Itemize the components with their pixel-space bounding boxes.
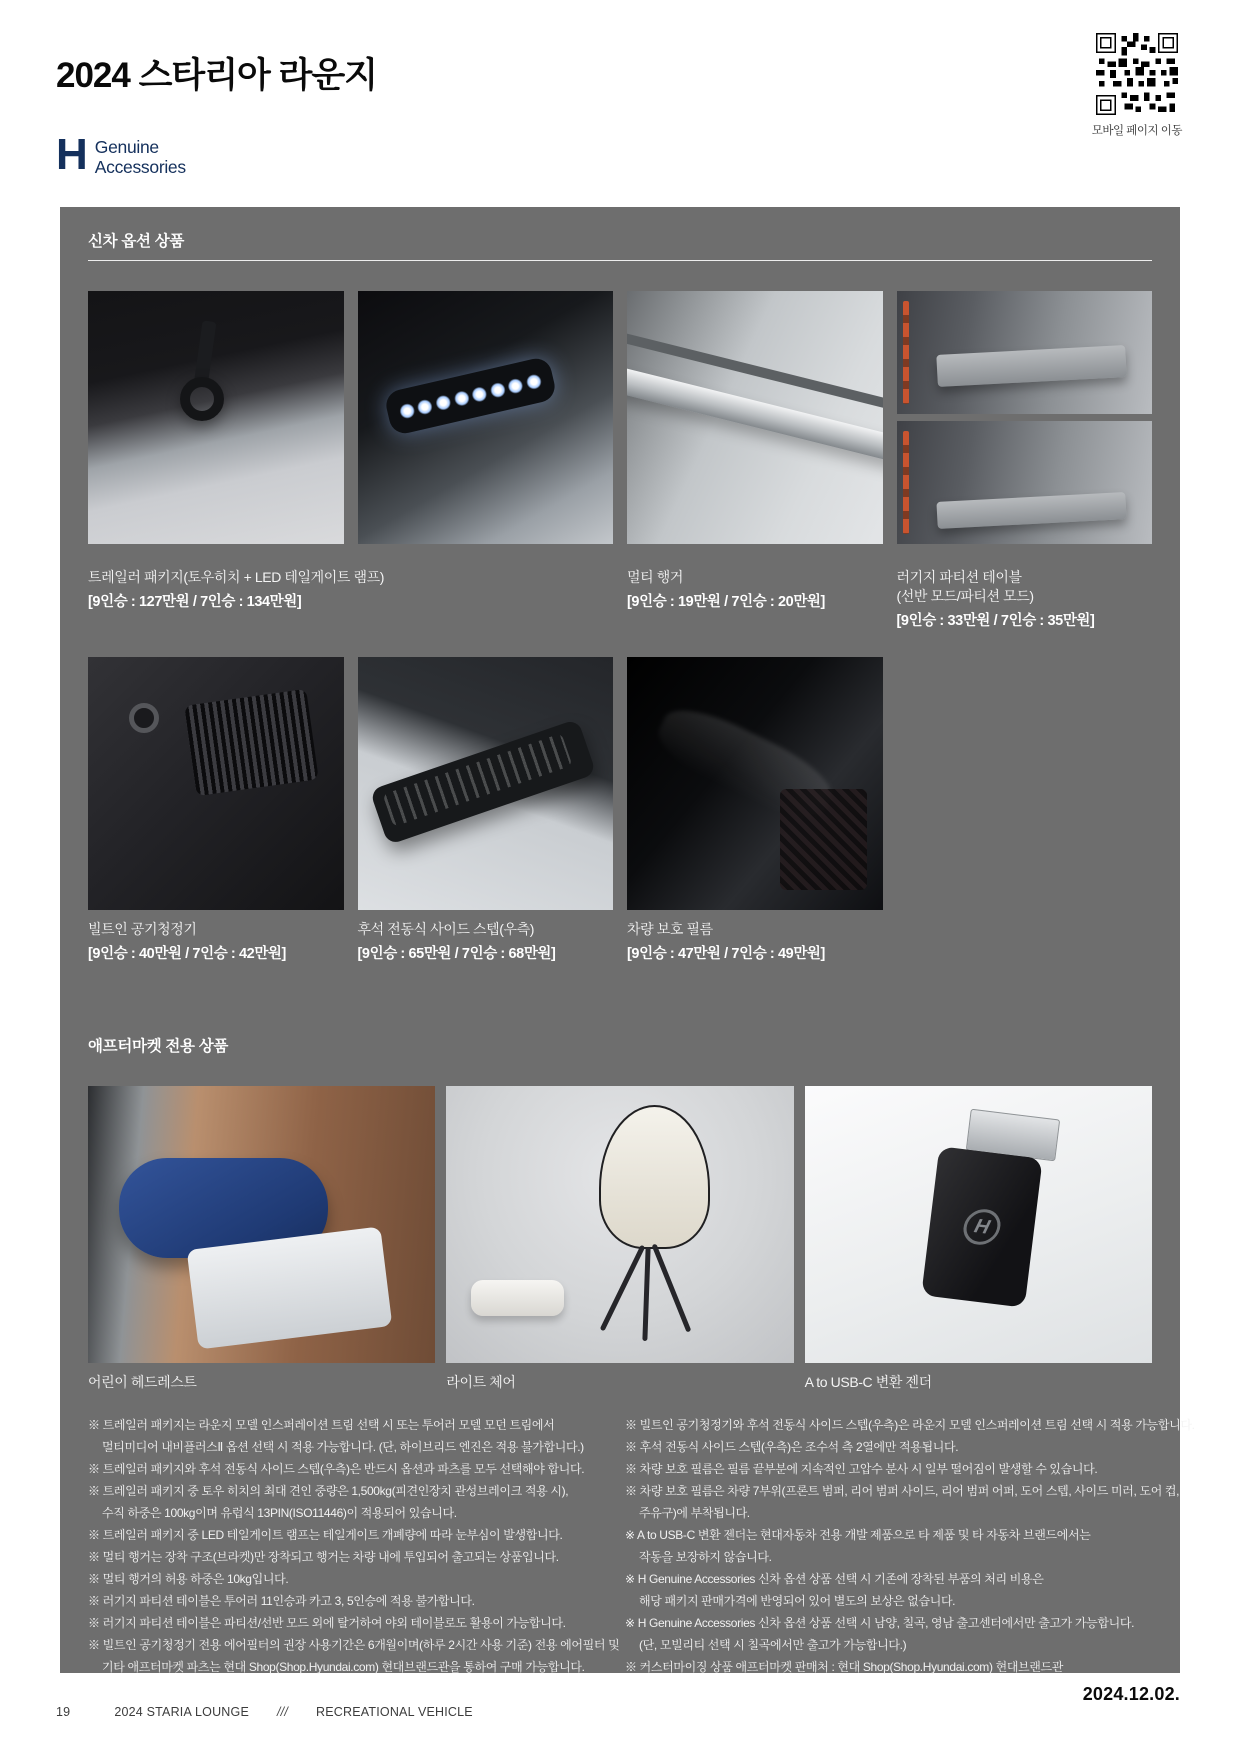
section-title-new-car-options: 신차 옵션 상품: [88, 233, 185, 250]
product-image-air-purifier: [88, 657, 344, 910]
product-image-multi-hanger: [627, 291, 883, 544]
chair-back: [599, 1105, 710, 1249]
footnotes-right-column: [625, 1414, 1195, 1678]
product-row-3: [88, 1086, 1152, 1392]
product-label-trailer-package: [88, 568, 613, 612]
product-cell-protection-film: [627, 657, 883, 964]
product-image-light-chair: [446, 1086, 793, 1363]
footnote-line: ※ 러기지 파티션 테이블은 파티션/선반 모드 외에 탈거하여 야외 테이블로도 활용이 가능합니다.: [88, 1616, 566, 1630]
footnote-line: ※ 차량 보호 필름은 필름 끝부분에 지속적인 고압수 분사 시 일부 떨어짐이 발생할 수 있습니다.: [625, 1462, 1098, 1476]
chair-pouch: [471, 1280, 565, 1316]
footnotes: [88, 1414, 1195, 1678]
product-name: 트레일러 패키지(토우히치 + LED 테일게이트 램프): [88, 569, 385, 585]
product-price: [9인승 : 65만원 / 7인승 : 68만원]: [357, 946, 556, 962]
footnote-line: 수직 하중은 100kg이며 유럽식 13PIN(ISO11446)이 적용되어 있습니다.: [102, 1506, 457, 1520]
page-footer: [56, 1705, 473, 1719]
footnote-line: ※ 멀티 행거는 장착 구조(브라켓)만 장착되고 행거는 차량 내에 투입되어 출고되는 상품입니다.: [88, 1550, 559, 1564]
hanger-rail: [627, 364, 883, 466]
product-name: 러기지 파티션 테이블: [896, 569, 1022, 585]
product-subname: (선반 모드/파티션 모드): [896, 588, 1034, 604]
film-mesh: [780, 789, 867, 890]
qr-block: [1092, 33, 1182, 138]
footnote-line: ※ 빌트인 공기청정기 전용 에어필터의 권장 사용기간은 6개월이며(하루 2시간 사용 기준) 전용 에어필터 및: [88, 1638, 620, 1652]
footnotes-left-column: [88, 1414, 620, 1678]
adapter-body: [921, 1147, 1043, 1308]
product-image-led-tailgate-lamp: [358, 291, 614, 544]
product-name: 차량 보호 필름: [627, 921, 713, 937]
footnote-line: ※ 후석 전동식 사이드 스텝(우측)은 조수석 측 2열에만 적용됩니다.: [625, 1440, 959, 1454]
product-price: [9인승 : 127만원 / 7인승 : 134만원]: [88, 594, 302, 610]
qr-caption: 모바일 페이지 이동: [1091, 125, 1182, 137]
product-row-1: [88, 291, 1152, 631]
product-cell-air-purifier: [88, 657, 344, 964]
product-name: 어린이 헤드레스트: [88, 1374, 197, 1390]
logo-text: [95, 135, 186, 177]
tow-hitch-hook: [180, 377, 224, 421]
product-image-side-step: [358, 657, 614, 910]
footnote-line: ※ 차량 보호 필름은 차량 7부위(프론트 범퍼, 리어 범퍼 사이드, 리어 범퍼 어퍼, 도어 스텝, 사이드 미러, 도어 컵,: [625, 1484, 1180, 1498]
qr-code-icon: [1096, 33, 1178, 115]
product-name: 빌트인 공기청정기: [88, 921, 197, 937]
footnote-line: ※ 트레일러 패키지와 후석 전동식 사이드 스텝(우측)은 반드시 옵션과 파츠를 모두 선택해야 합니다.: [88, 1462, 585, 1476]
section-divider: [88, 260, 1152, 261]
footnote-line: (단, 모빌리티 선택 시 칠곡에서만 출고가 가능합니다.): [639, 1638, 907, 1652]
footnote-line: ※ A to USB-C 변환 젠더는 현대자동차 전용 개발 제품으로 타 제품 및 타 자동차 브랜드에서는: [625, 1528, 1091, 1542]
hyundai-h-badge-icon: H: [959, 1207, 1004, 1247]
footer-category: RECREATIONAL VEHICLE: [316, 1705, 473, 1719]
page-title: 2024 스타리아 라운지: [56, 56, 377, 95]
product-name: 후석 전동식 사이드 스텝(우측): [357, 921, 534, 937]
product-price: [9인승 : 47만원 / 7인승 : 49만원]: [627, 946, 825, 962]
product-cell-usb-adapter: [805, 1086, 1152, 1392]
product-cell-child-headrest: [88, 1086, 435, 1392]
genuine-accessories-logo: [56, 130, 186, 179]
footnote-line: ※ 커스터마이징 상품 애프터마켓 판매처 : 현대 Shop(Shop.Hyundai.com) 현대브랜드관: [625, 1660, 1064, 1674]
product-image-protection-film: [627, 657, 883, 910]
footnote-line: ※ 트레일러 패키지는 라운지 모델 인스퍼레이션 트림 선택 시 또는 투어러 모델 모던 트림에서: [88, 1418, 555, 1432]
product-row-2: [88, 657, 1152, 964]
footnote-line: 주유구)에 부착됩니다.: [639, 1506, 750, 1520]
product-price: [9인승 : 33만원 / 7인승 : 35만원]: [896, 613, 1095, 629]
product-name: 멀티 행거: [627, 569, 683, 585]
product-label-luggage-partition-table: [897, 568, 1153, 631]
product-name: 라이트 체어: [446, 1374, 516, 1390]
footnote-line: ※ 트레일러 패키지 중 LED 테일게이트 램프는 테일게이트 개폐량에 따라 눈부심이 발생합니다.: [88, 1528, 563, 1542]
footnote-line: 작동을 보장하지 않습니다.: [639, 1550, 772, 1564]
footnote-line: ※ 멀티 행거의 허용 하중은 10kg입니다.: [88, 1572, 289, 1586]
product-cell-light-chair: [446, 1086, 793, 1392]
purifier-knob: [129, 703, 159, 733]
led-strip: [383, 356, 557, 437]
product-image-usb-c-adapter: [805, 1086, 1152, 1363]
footnote-line: 기타 애프터마켓 파츠는 현대 Shop(Shop.Hyundai.com) 현대브랜드관을 통하여 구매 가능합니다.: [102, 1660, 585, 1674]
content-panel: [60, 207, 1195, 1674]
footer-divider-icon: ///: [277, 1705, 289, 1719]
partition-shelf-mode-image: [897, 291, 1153, 414]
footnote-line: 멀티미디어 내비플러스Ⅱ 옵션 선택 시 적용 가능합니다. (단, 하이브리드 엔진은 적용 불가합니다.): [102, 1440, 584, 1454]
hyundai-h-logo-icon: H: [56, 130, 86, 179]
footnote-line: ※ 트레일러 패키지 중 토우 히치의 최대 견인 중량은 1,500kg(피견인장치 관성브레이크 적용 시),: [88, 1484, 569, 1498]
purifier-vent: [184, 689, 318, 796]
footnote-line: ※ H Genuine Accessories 신차 옵션 상품 선택 시 남양, 칠곡, 영남 출고센터에서만 출고가 가능합니다.: [625, 1616, 1135, 1630]
page-number: 19: [56, 1705, 71, 1719]
product-image-child-headrest: [88, 1086, 435, 1363]
footnote-line: ※ 빌트인 공기청정기와 후석 전동식 사이드 스텝(우측)은 라운지 모델 인스퍼레이션 트림 선택 시 적용 가능합니다.: [625, 1418, 1195, 1432]
product-price: [9인승 : 19만원 / 7인승 : 20만원]: [627, 594, 825, 610]
product-label-multi-hanger: [627, 568, 883, 612]
logo-line2: Accessories: [94, 156, 186, 177]
product-price: [9인승 : 40만원 / 7인승 : 42만원]: [88, 946, 286, 962]
footnote-line: 해당 패키지 판매가격에 반영되어 있어 별도의 보상은 없습니다.: [639, 1594, 956, 1608]
partition-partition-mode-image: [897, 421, 1153, 544]
footnote-line: ※ 러기지 파티션 테이블은 투어러 11인승과 카고 3, 5인승에 적용 불가합니다.: [88, 1594, 475, 1608]
footnote-line: ※ H Genuine Accessories 신차 옵션 상품 선택 시 기존에 장착된 부품의 처리 비용은: [625, 1572, 1044, 1586]
section-title-aftermarket: 애프터마켓 전용 상품: [88, 1038, 229, 1055]
product-cell-side-step: [358, 657, 614, 964]
product-image-trailer-tow-hitch: [88, 291, 344, 544]
logo-line1: Genuine: [94, 137, 159, 157]
product-image-luggage-partition-table: [897, 291, 1153, 544]
product-name: A to USB-C 변환 젠더: [804, 1374, 932, 1390]
footer-brand: 2024 STARIA LOUNGE: [114, 1705, 249, 1719]
publication-date: 2024.12.02.: [1082, 1684, 1180, 1704]
